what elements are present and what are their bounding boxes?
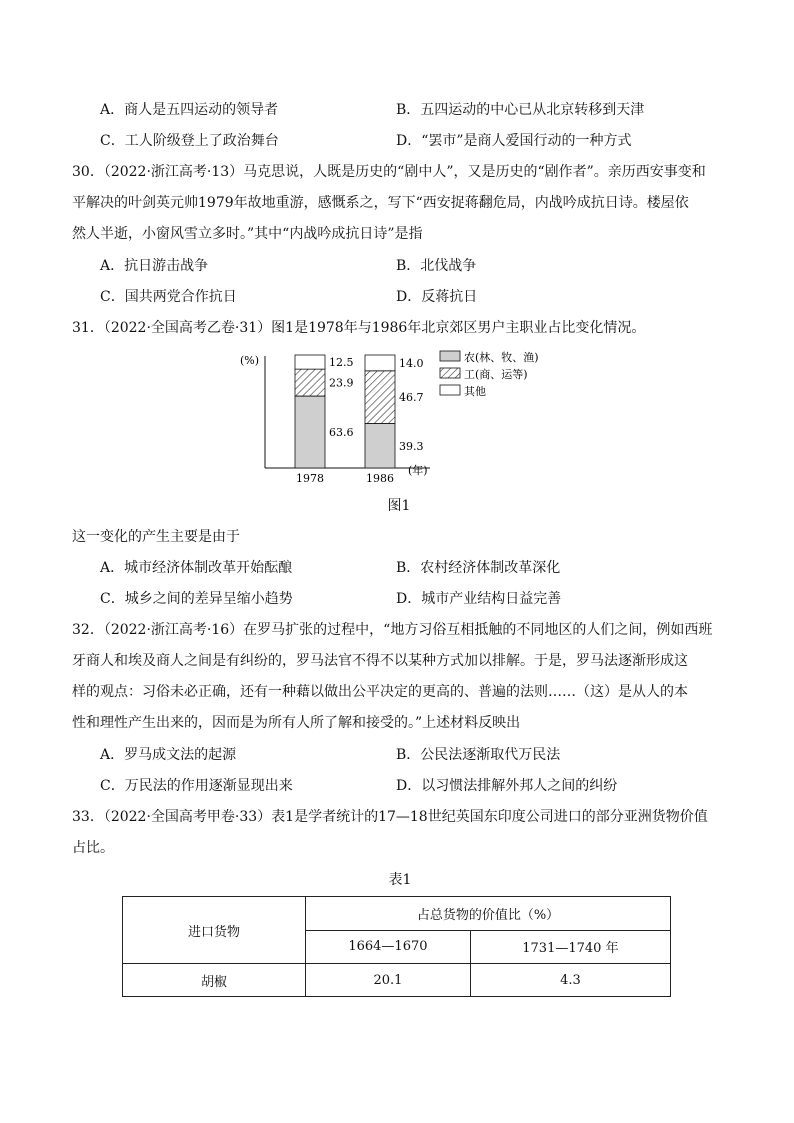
legend-label-agri: 农(林、牧、渔) xyxy=(464,351,539,364)
cell-goods: 胡椒 xyxy=(123,964,306,997)
q29-option-d: D．“罢市”是商人爱国行动的一种方式 xyxy=(396,133,632,149)
table-row xyxy=(123,964,671,997)
q32-option-d: D．以习惯法排解外邦人之间的纠纷 xyxy=(396,778,618,794)
q32-stem-line3: 样的观点：习俗未必正确，还有一种藉以做出公平决定的更高的、普遍的法则……（这）是从人的本 xyxy=(72,684,688,700)
q29-option-b: B．五四运动的中心已从北京转移到天津 xyxy=(396,102,645,118)
q33-stem-line1: 33．（2022·全国高考甲卷·33）表1是学者统计的17—18世纪英国东印度公司进口的部分亚洲货物价值 xyxy=(72,809,708,825)
q32-option-b: B．公民法逐渐取代万民法 xyxy=(396,747,561,763)
q31-option-b: B．农村经济体制改革深化 xyxy=(396,560,561,576)
tick-label-1986: 1986 xyxy=(366,472,394,485)
header-value-share: 占总货物的价值比（%） xyxy=(306,897,671,931)
bar-1986-agri xyxy=(365,424,395,468)
occupation-stacked-bar-chart xyxy=(230,348,570,488)
q30-stem-line1: 30．（2022·浙江高考·13）马克思说，人既是历史的“剧中人”，又是历史的“剧作者”。亲历西安事变和 xyxy=(72,164,706,180)
y-axis-label: (%) xyxy=(240,354,260,367)
tick-label-1978: 1978 xyxy=(296,472,324,485)
goods-value-table xyxy=(122,896,671,997)
q32-stem-line2: 牙商人和埃及商人之间是有纠纷的，罗马法官不得不以某种方式加以排解。于是，罗马法逐渐形成这 xyxy=(72,653,688,669)
data-label-1986-agri: 39.3 xyxy=(399,439,424,453)
q30-option-d: D．反蒋抗日 xyxy=(396,289,478,305)
header-period-2: 1731—1740 年 xyxy=(470,930,670,964)
q31-option-a: A．城市经济体制改革开始酝酿 xyxy=(100,560,293,576)
legend-label-industry: 工(商、运等) xyxy=(464,368,528,381)
q29-option-c: C．工人阶级登上了政治舞台 xyxy=(100,133,279,149)
q30-stem-line3: 然人半逝，小窗风雪立多时。”其中“内战吟成抗日诗”是指 xyxy=(72,226,423,242)
q33-stem-line2: 占比。 xyxy=(72,840,114,856)
q31-stem-line1: 31．（2022·全国高考乙卷·31）图1是1978年与1986年北京郊区男户主职业占比变化情况。 xyxy=(72,320,646,336)
figure-caption: 图1 xyxy=(387,498,411,514)
bar-1986-industry xyxy=(365,371,395,424)
data-label-1986-other: 14.0 xyxy=(399,356,424,370)
bar-1986-other xyxy=(365,355,395,371)
legend-label-other: 其他 xyxy=(464,385,486,398)
q31-option-d: D．城市产业结构日益完善 xyxy=(396,591,562,607)
table-caption: 表1 xyxy=(388,872,412,888)
q29-option-a: A．商人是五四运动的领导者 xyxy=(100,102,279,118)
bar-1978-agri xyxy=(295,396,325,468)
q31-option-c: C．城乡之间的差异呈缩小趋势 xyxy=(100,591,293,607)
cell-value-2: 4.3 xyxy=(470,964,670,997)
bar-1978-industry xyxy=(295,369,325,396)
data-label-1978-agri: 63.6 xyxy=(329,426,354,440)
legend-swatch-other xyxy=(440,385,460,395)
legend-swatch-industry xyxy=(440,368,460,378)
header-period-1: 1664—1670 xyxy=(306,930,471,964)
data-label-1978-other: 12.5 xyxy=(329,356,354,370)
q31-stem-line2: 这一变化的产生主要是由于 xyxy=(72,529,240,545)
q32-stem-line1: 32．（2022·浙江高考·16）在罗马扩张的过程中，“地方习俗互相抵触的不同地区的人们之间，例如西班 xyxy=(72,622,713,638)
q32-option-c: C．万民法的作用逐渐显现出来 xyxy=(100,778,293,794)
q32-option-a: A．罗马成文法的起源 xyxy=(100,747,237,763)
q30-option-b: B．北伐战争 xyxy=(396,258,477,274)
q30-option-a: A．抗日游击战争 xyxy=(100,258,209,274)
bar-1978-other xyxy=(295,355,325,369)
q30-stem-line2: 平解决的叶剑英元帅1979年故地重游，感慨系之，写下“西安捉蒋翻危局，内战吟成抗日诗。楼屋依 xyxy=(72,195,689,211)
data-label-1986-industry: 46.7 xyxy=(399,391,424,405)
q32-stem-line4: 性和理性产生出来的，因而是为所有人所了解和接受的。”上述材料反映出 xyxy=(72,715,521,731)
data-label-1978-industry: 23.9 xyxy=(329,376,354,390)
x-axis-label: (年) xyxy=(408,464,428,477)
legend-swatch-agri xyxy=(440,351,460,361)
q30-option-c: C．国共两党合作抗日 xyxy=(100,289,237,305)
header-goods: 进口货物 xyxy=(123,897,306,964)
cell-value-1: 20.1 xyxy=(306,964,471,997)
